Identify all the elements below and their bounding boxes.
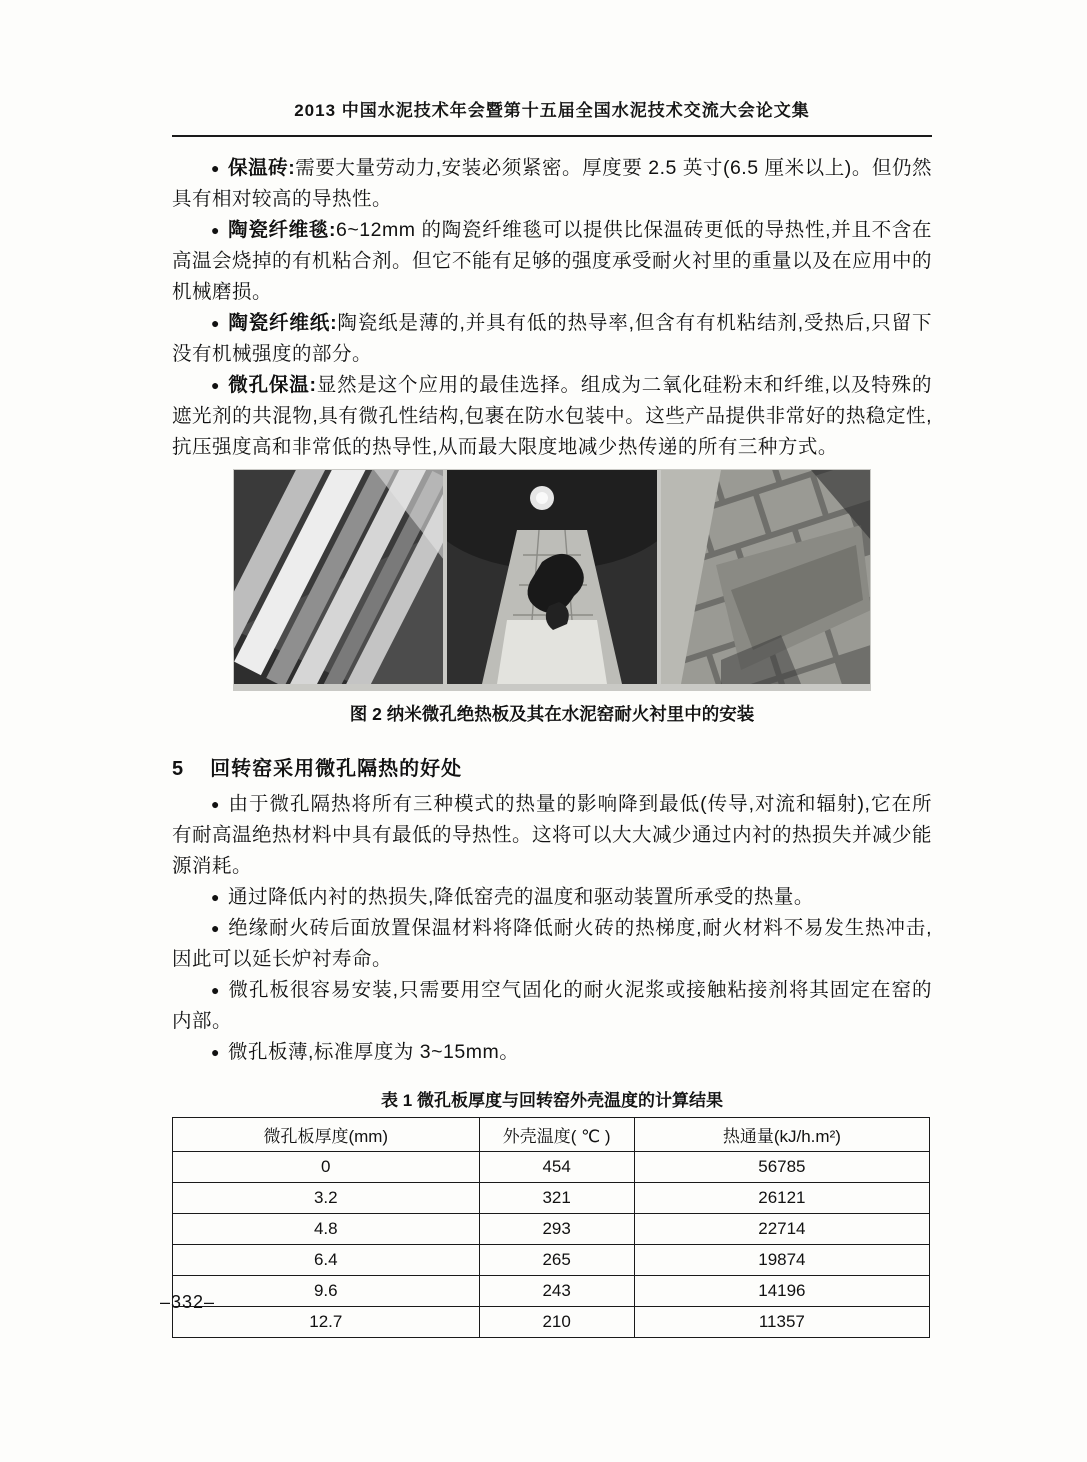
table-body	[173, 1152, 930, 1338]
bullet-text: 需要大量劳动力,安装必须紧密。厚度要 2.5 英寸(6.5 厘米以上)。但仍然具有相对较高的导热性。	[172, 157, 933, 210]
table-title: 表 1 微孔板厚度与回转窑外壳温度的计算结果	[381, 1091, 723, 1110]
bullet-text: 微孔板很容易安装,只需要用空气固化的耐火泥浆或接触粘接剂将其固定在窑的内部。	[172, 979, 932, 1032]
bullet-lead-term: 陶瓷纤维毯:	[228, 219, 337, 241]
bullet-text: 6~12mm 的陶瓷纤维毯可以提供比保温砖更低的导热性,并且不含在高温会烧掉的有机粘合剂。但它不能有足够的强度承受耐火衬里的重量以及在应用中的机械磨损。	[172, 219, 933, 303]
bullet-lead-term: 陶瓷纤维纸:	[228, 312, 338, 334]
table-cell: 22714	[634, 1214, 929, 1245]
page-number: –332–	[160, 1292, 216, 1312]
bullet-paragraph	[172, 789, 932, 882]
section-heading	[172, 752, 932, 781]
bullet-dot-icon: ●	[211, 920, 221, 936]
bullet-paragraph	[172, 370, 932, 463]
table-cell: 14196	[634, 1276, 929, 1307]
running-head: 2013 中国水泥技术年会暨第十五届全国水泥技术交流大会论文集	[294, 101, 810, 120]
bullet-lead-term: 微孔保温:	[228, 374, 317, 396]
bullet-text: 通过降低内衬的热损失,降低窑壳的温度和驱动装置所承受的热量。	[227, 886, 814, 908]
bullet-text: 由于微孔隔热将所有三种模式的热量的影响降到最低(传导,对流和辐射),它在所有耐高温绝热材料中具有最低的导热性。这将可以大大减少通过内衬的热损失并减少能源消耗。	[172, 793, 933, 877]
table-row	[173, 1276, 930, 1307]
bullet-dot-icon: ●	[211, 377, 221, 393]
table-row	[173, 1245, 930, 1276]
bullet-lead-term: 保温砖:	[228, 157, 296, 179]
bullet-dot-icon: ●	[211, 889, 220, 905]
table-row	[173, 1307, 930, 1338]
table-cell: 243	[479, 1276, 634, 1307]
refractory-brick-lining-photo	[661, 470, 870, 684]
table-header-row	[173, 1118, 930, 1152]
results-table	[172, 1117, 930, 1338]
table-cell: 293	[479, 1214, 634, 1245]
bullet-dot-icon: ●	[211, 160, 221, 176]
section-title: 回转窑采用微孔隔热的好处	[210, 758, 463, 780]
bullet-text: 显然是这个应用的最佳选择。组成为二氧化硅粉末和纤维,以及特殊的遮光剂的共混物,具有微孔性结构,包裹在防水包装中。这些产品提供非常好的热稳定性,抗压强度高和非常低的热导性,从而最大限度地减少热传递的所有三种方式。	[172, 374, 932, 458]
bullet-dot-icon: ●	[211, 315, 221, 331]
table-cell: 26121	[634, 1183, 929, 1214]
bullet-text: 陶瓷纸是薄的,并具有低的热导率,但含有有机粘结剂,受热后,只留下没有机械强度的部分。	[172, 312, 932, 365]
header-rule	[172, 135, 932, 137]
table-cell: 56785	[634, 1152, 929, 1183]
bullet-paragraph	[172, 882, 932, 913]
table-cell: 0	[173, 1152, 480, 1183]
table-cell: 3.2	[173, 1183, 480, 1214]
benefit-bullets-section	[172, 789, 932, 1068]
table-cell: 265	[479, 1245, 634, 1276]
bullet-dot-icon: ●	[211, 1044, 220, 1060]
bullet-paragraph	[172, 1037, 932, 1068]
bullet-paragraph	[172, 913, 932, 975]
figure-photo-strip	[233, 469, 871, 691]
bullet-dot-icon: ●	[211, 222, 221, 238]
bullet-paragraph	[172, 308, 932, 370]
table-cell: 6.4	[173, 1245, 480, 1276]
table-cell: 4.8	[173, 1214, 480, 1245]
table-cell: 11357	[634, 1307, 929, 1338]
bullet-dot-icon: ●	[211, 796, 221, 812]
figure-2	[172, 469, 932, 726]
bullet-paragraph	[172, 975, 932, 1037]
kiln-lining-installation-photo	[447, 470, 656, 684]
table-row	[173, 1214, 930, 1245]
table-cell: 321	[479, 1183, 634, 1214]
bullet-paragraph	[172, 153, 932, 215]
nano-microporous-boards-photo	[234, 470, 443, 684]
bullet-dot-icon: ●	[211, 982, 221, 998]
material-bullets-section	[172, 153, 932, 463]
table-row	[173, 1152, 930, 1183]
table-row	[173, 1183, 930, 1214]
bullet-paragraph	[172, 215, 932, 308]
table-cell: 210	[479, 1307, 634, 1338]
table-column-header: 外壳温度( ℃ )	[479, 1118, 634, 1152]
table-cell: 19874	[634, 1245, 929, 1276]
figure-caption: 图 2 纳米微孔绝热板及其在水泥窑耐火衬里中的安装	[349, 704, 755, 724]
table-column-header: 微孔板厚度(mm)	[173, 1118, 480, 1152]
table-cell: 9.6	[173, 1276, 480, 1307]
bullet-text: 微孔板薄,标准厚度为 3~15mm。	[227, 1041, 520, 1063]
bullet-text: 绝缘耐火砖后面放置保温材料将降低耐火砖的热梯度,耐火材料不易发生热冲击,因此可以延长炉衬寿命。	[172, 917, 932, 970]
table-column-header: 热通量(kJ/h.m²)	[634, 1118, 929, 1152]
section-number: 5	[172, 758, 185, 780]
table-cell: 12.7	[173, 1307, 480, 1338]
table-cell: 454	[479, 1152, 634, 1183]
